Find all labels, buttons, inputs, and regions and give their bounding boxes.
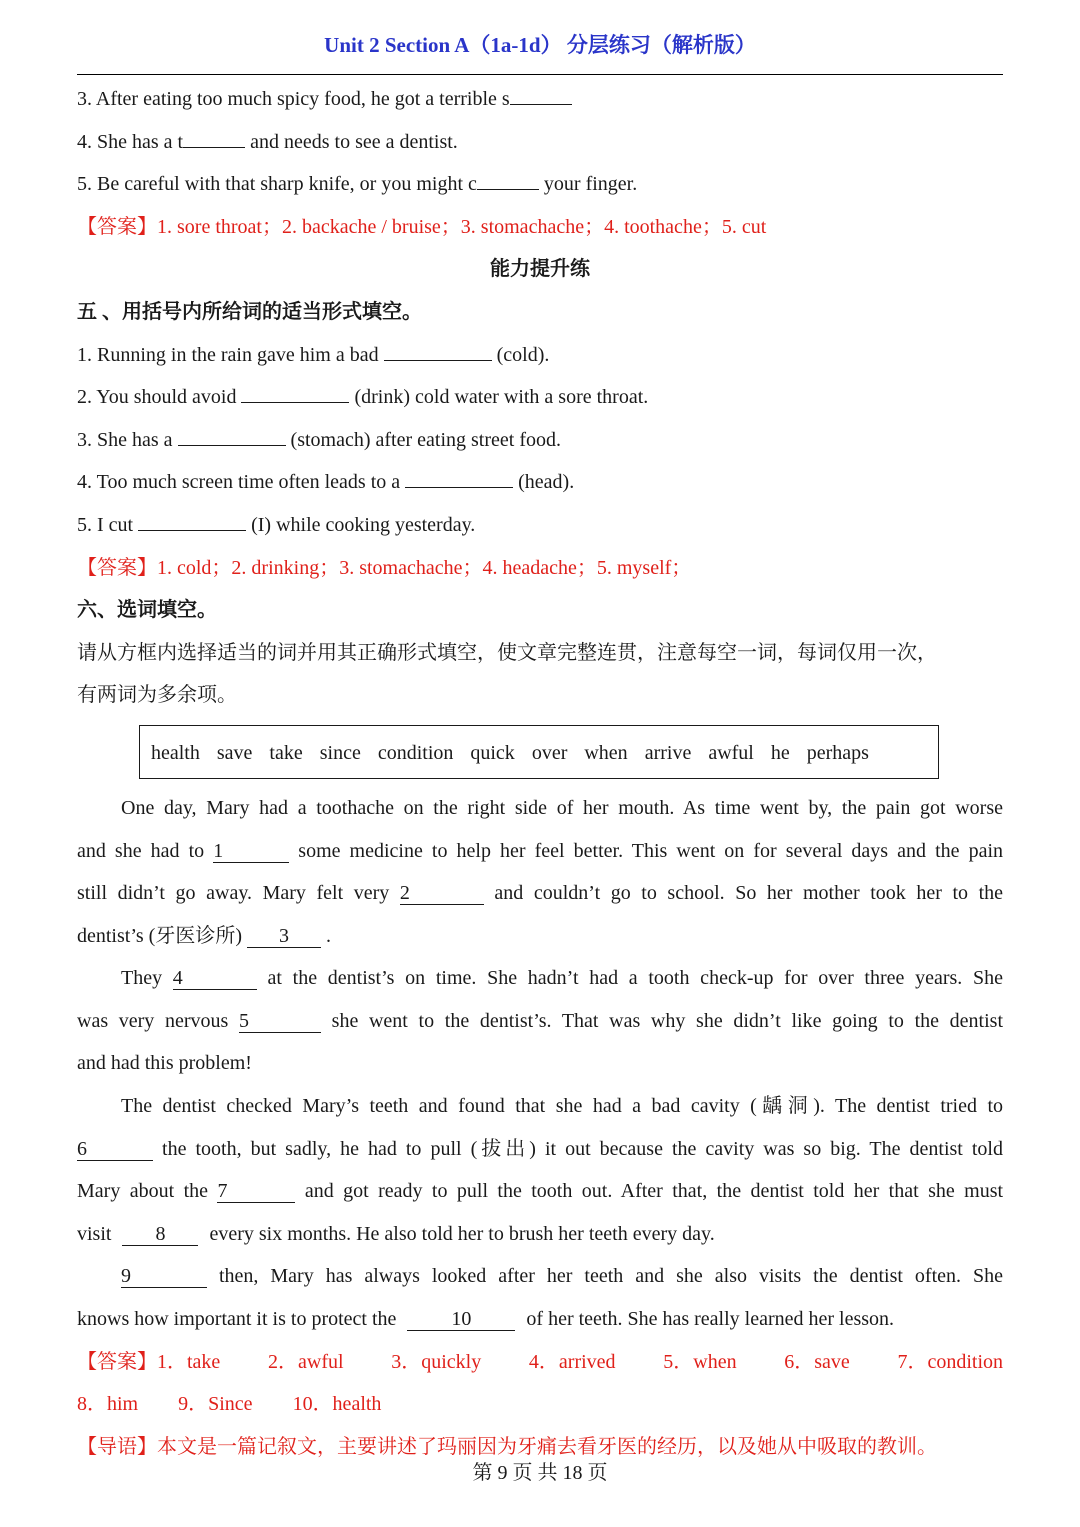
numbered-blank: 3 xyxy=(247,925,321,948)
answer-item: 9．Since xyxy=(178,1393,253,1416)
answer-item: 8．him xyxy=(77,1393,139,1416)
passage-text: . xyxy=(326,924,331,947)
passage-text: then, Mary has always looked after her teeth and she also visits the dentist often. She xyxy=(218,1265,1003,1288)
passage-text: visit xyxy=(77,1222,112,1245)
header-title: Unit 2 Section A（1a-1d） 分层练习（解析版） xyxy=(324,33,756,57)
answer-item: 10．health xyxy=(292,1393,382,1416)
passage-text: knows how important it is to protect the xyxy=(77,1308,397,1331)
question-text: 4. Too much screen time often leads to a xyxy=(77,471,406,494)
answer-blank xyxy=(138,508,246,531)
page-header xyxy=(77,30,1003,75)
passage-text: still didn’t go away. Mary felt very xyxy=(77,882,390,905)
passage-text: and couldn’t go to school. So her mother took her to the xyxy=(494,882,1004,905)
numbered-blank: 5 xyxy=(239,1010,321,1033)
answer-item: 6．save xyxy=(784,1350,850,1373)
answer-tag: 【答案】 xyxy=(77,556,157,579)
passage-line xyxy=(77,872,1003,915)
part6-heading: 六、选词填空。 xyxy=(77,599,217,622)
passage-text: and she had to xyxy=(77,839,205,862)
passage-line xyxy=(77,1255,1003,1298)
passage-line xyxy=(77,957,1003,1000)
passage-line xyxy=(77,1170,1003,1213)
word-option: awful xyxy=(708,741,754,764)
page-footer xyxy=(0,1458,1080,1488)
question-5-3 xyxy=(77,419,1003,462)
word-option: health xyxy=(151,741,200,764)
word-option: over xyxy=(531,741,568,764)
answer-blank xyxy=(405,465,513,488)
answer-tag: 【答案】 xyxy=(77,1350,157,1373)
question-text: (drink) cold water with a sore throat. xyxy=(349,386,649,409)
passage-line: and had this problem! xyxy=(77,1052,252,1075)
passage-text: They xyxy=(121,967,163,990)
question-5-2 xyxy=(77,376,1003,419)
word-option: condition xyxy=(377,741,454,764)
passage-text: she went to the dentist’s. That was why she didn’t like going to the dentist xyxy=(331,1009,1003,1032)
question-4-3 xyxy=(77,78,1003,121)
part6-instructions-line2: 有两词为多余项。 xyxy=(77,684,237,707)
word-option: take xyxy=(269,741,303,764)
numbered-blank: 8 xyxy=(122,1223,198,1246)
question-5-5 xyxy=(77,504,1003,547)
answer-blank xyxy=(178,423,286,446)
question-text: (cold). xyxy=(491,343,550,366)
answer-item: 7．condition xyxy=(897,1350,1004,1373)
numbered-blank: 4 xyxy=(173,967,257,990)
question-text: (head). xyxy=(513,471,575,494)
question-text: your finger. xyxy=(538,173,638,196)
word-option: save xyxy=(216,741,253,764)
question-text: 3. She has a xyxy=(77,428,178,451)
word-option: when xyxy=(584,741,628,764)
answer-item: 4．arrived xyxy=(528,1350,616,1373)
passage-text: dentist’s (牙医诊所) xyxy=(77,924,242,947)
question-text: 3. After eating too much spicy food, he got a terrible s xyxy=(77,88,510,110)
passage-line: One day, Mary had a toothache on the right side of her mouth. As time went by, the pain got worse xyxy=(121,796,1003,819)
answer-item: 3．quickly xyxy=(391,1350,482,1373)
word-option: quick xyxy=(470,741,515,764)
word-option: he xyxy=(770,741,790,764)
guide-text: 本文是一篇记叙文，主要讲述了玛丽因为牙痛去看牙医的经历，以及她从中吸取的教训。 xyxy=(157,1435,937,1458)
numbered-blank: 1 xyxy=(213,840,289,863)
part4-answer xyxy=(77,206,1003,249)
question-text: and needs to see a dentist. xyxy=(245,130,458,153)
word-option: perhaps xyxy=(806,741,869,764)
passage-text: at the dentist’s on time. She hadn’t had a tooth check-up for over three years. She xyxy=(267,967,1004,990)
answer-blank xyxy=(477,167,539,190)
page-number: 第 9 页 共 18 页 xyxy=(472,1462,608,1484)
answer-blank xyxy=(183,125,245,148)
passage-text: Mary about the xyxy=(77,1180,209,1203)
passage-text: was very nervous xyxy=(77,1009,229,1032)
answer-text: 1. sore throat；2. backache / bruise；3. stomachache；4. toothache；5. cut xyxy=(157,215,767,238)
question-5-1 xyxy=(77,334,1003,377)
answer-blank xyxy=(241,380,349,403)
question-text: 1. Running in the rain gave him a bad xyxy=(77,343,384,366)
question-text: 2. You should avoid xyxy=(77,386,242,409)
part6-answer-row2 xyxy=(77,1383,1003,1426)
question-text: (I) while cooking yesterday. xyxy=(246,513,476,536)
section-title: 能力提升练 xyxy=(490,258,590,281)
numbered-blank: 6 xyxy=(77,1138,153,1161)
answer-text: 1．take xyxy=(157,1350,221,1373)
passage-text: and got ready to pull the tooth out. After that, the dentist told her that she must xyxy=(304,1180,1004,1203)
answer-blank xyxy=(510,82,572,105)
guide-tag: 【导语】 xyxy=(77,1435,157,1458)
word-option: since xyxy=(319,741,361,764)
passage-line xyxy=(77,830,1003,873)
passage-text: every six months. He also told her to brush her teeth every day. xyxy=(209,1222,715,1245)
answer-tag: 【答案】 xyxy=(77,215,157,238)
question-text: 5. Be careful with that sharp knife, or you might c xyxy=(77,173,477,196)
passage-line xyxy=(77,1298,1003,1341)
question-5-4 xyxy=(77,461,1003,504)
answer-item: 2．awful xyxy=(268,1350,344,1373)
passage-line xyxy=(77,915,1003,958)
part5-answer xyxy=(77,547,1003,590)
numbered-blank: 7 xyxy=(217,1180,295,1203)
passage-text: the tooth, but sadly, he had to pull (拔出) it out because the cavity was so big. The dentist told xyxy=(162,1137,1003,1160)
answer-item xyxy=(77,1341,220,1384)
passage-line xyxy=(77,1000,1003,1043)
numbered-blank: 10 xyxy=(407,1308,515,1331)
answer-item: 5．when xyxy=(663,1350,737,1373)
passage-line xyxy=(77,1213,1003,1256)
question-text: 4. She has a t xyxy=(77,130,184,153)
passage-text: of her teeth. She has really learned her lesson. xyxy=(526,1308,895,1331)
word-box xyxy=(139,725,939,779)
answer-text: 1. cold；2. drinking；3. stomachache；4. headache；5. myself； xyxy=(157,556,692,579)
passage-line: The dentist checked Mary’s teeth and found that she had a bad cavity (龋洞). The dentist tried to xyxy=(121,1095,1003,1118)
question-text: (stomach) after eating street food. xyxy=(285,428,561,451)
question-text: 5. I cut xyxy=(77,513,139,536)
question-4-5 xyxy=(77,163,1003,206)
passage-text: some medicine to help her feel better. This went on for several days and the pain xyxy=(298,839,1004,862)
numbered-blank: 9 xyxy=(121,1265,207,1288)
question-4-4 xyxy=(77,121,1003,164)
part6-answer-row1 xyxy=(77,1341,1003,1384)
passage-line xyxy=(77,1128,1003,1171)
part6-instructions-line1: 请从方框内选择适当的词并用其正确形式填空，使文章完整连贯，注意每空一词，每词仅用一次， xyxy=(77,641,937,664)
page-content xyxy=(77,78,1003,1468)
numbered-blank: 2 xyxy=(400,882,484,905)
word-option: arrive xyxy=(644,741,692,764)
answer-blank xyxy=(384,338,492,361)
part5-heading: 五 、用括号内所给词的适当形式填空。 xyxy=(77,300,422,323)
